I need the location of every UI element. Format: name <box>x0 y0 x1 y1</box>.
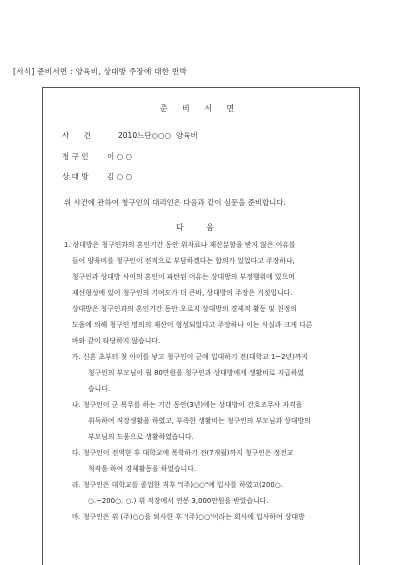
respondent-label: 상 대 방 <box>62 172 89 181</box>
body-line: 1. 상대방은 청구인과의 혼인기간 동안 위자료나 재산분할을 받지 않은 이유를 <box>64 241 296 249</box>
body-line: 취득하여 직장생활을 하였고, 부족한 생활비는 청구인의 부모님과 상대방의 <box>88 417 311 425</box>
respondent-value: 김 ○ ○ <box>107 172 133 181</box>
case-label: 사 건 <box>62 131 91 140</box>
body-line: 청구인의 부모님이 월 80만원을 청구인과 상대방에게 생활비로 지급하였 <box>88 369 305 377</box>
body-line: 들어 양육비를 청구인이 전적으로 부담하겠다는 합의가 있었다고 주장하나, <box>72 257 295 265</box>
body-line: 나. 청구인이 군 복무를 하는 기간 동안(3년)에는 상대방이 간호조무사 자격을 <box>72 401 303 409</box>
claimant-value: 이 ○ ○ <box>107 152 133 161</box>
body-line: 다. 청구인이 전역한 후 대학교에 복학하기 전(7개월)까지 청구인은 정전교 <box>72 449 294 457</box>
body-line: 바와 같이 타당하지 않습니다. <box>72 337 161 345</box>
body-line: 청구인과 상대방 사이의 혼인이 파탄된 이유는 상대방의 부정행위에 있으며 <box>72 273 295 281</box>
body-line: ○.~200○. ○.) 위 직장에서 연봉 3,000만원을 받았습니다. <box>88 497 269 505</box>
body-line: 재산형성에 있어 청구인의 기여도가 더 큰바, 상대방의 주장은 거짓입니다. <box>72 289 293 297</box>
body-line: 가. 신혼 초부터 첫 아이를 낳고 청구인이 군에 입대하기 전(대학교 1~2년)까지 <box>72 353 309 361</box>
body-line: 상대방은 청구인과의 혼인기간 동안 오로지 상대방의 경제적 활동 및 친정의 <box>72 305 297 313</box>
section-heading: 다 음 <box>176 223 224 232</box>
body-line: 마. 청구인은 위 (주)○○을 퇴사한 후 '(주)○○'이라는 회사에 입사하여 상대방 <box>72 513 305 521</box>
body-line: 도움에 의해 청구인 명의의 재산이 형성되었다고 주장하나 이는 사실과 크게 다른 <box>72 321 313 329</box>
page-label: [서식] 준비서면 : 양육비, 상대방 주장에 대한 반박 <box>13 67 188 76</box>
case-value: 2010느단○○○ 양육비 <box>118 131 198 140</box>
document-title: 준 비 서 면 <box>159 104 241 113</box>
claimant-label: 청 구 인 <box>62 152 89 161</box>
body-line: 라. 청구인은 대학교를 졸업한 직후 "(주)○○"에 입사를 하였고(200○. <box>72 481 283 489</box>
body-line: 부모님의 도움으로 생활하였습니다. <box>88 433 194 441</box>
body-line: 습니다. <box>88 385 111 393</box>
intro-paragraph: 위 사건에 관하여 청구인의 대리인은 다음과 같이 심문을 준비합니다. <box>64 198 286 207</box>
body-line: 척작을 하여 경제활동을 하였습니다. <box>88 465 197 473</box>
